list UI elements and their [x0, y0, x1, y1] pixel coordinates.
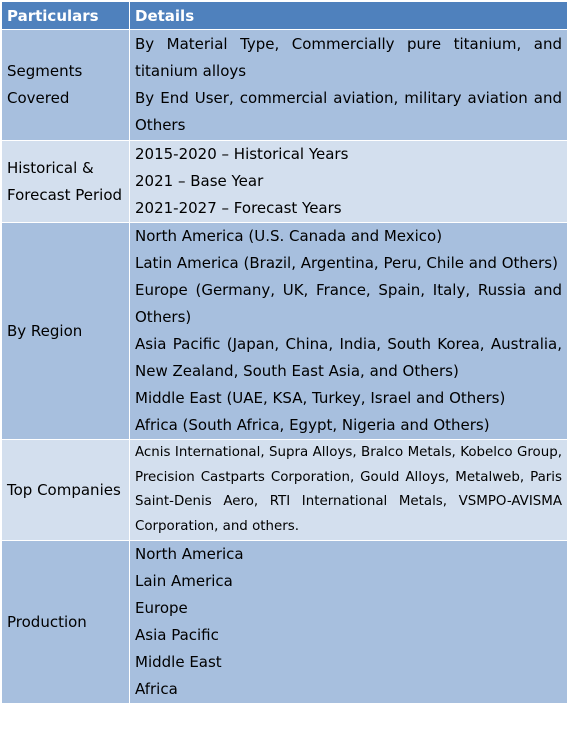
table-row-segments [2, 30, 568, 141]
table-row-companies [2, 440, 568, 541]
detail-line: Asia Pacific [135, 626, 219, 644]
detail-line: Africa (South Africa, Egypt, Nigeria and Others) [135, 416, 490, 434]
detail-line: 2021-2027 – Forecast Years [135, 199, 342, 217]
detail-line: Lain America [135, 572, 233, 590]
row-label: Historical & Forecast Period [2, 141, 130, 223]
detail-line: By Material Type, Commercially pure titanium, and titanium alloys [135, 35, 562, 80]
detail-line: North America (U.S. Canada and Mexico) [135, 227, 443, 245]
table-header-row [2, 2, 568, 30]
table-row-production [2, 541, 568, 704]
row-details [130, 223, 568, 440]
detail-line: By End User, commercial aviation, military aviation and Others [135, 89, 562, 134]
row-details [130, 30, 568, 141]
row-label: Top Companies [2, 440, 130, 541]
detail-line: Middle East [135, 653, 222, 671]
detail-line: 2021 – Base Year [135, 172, 264, 190]
detail-line: Latin America (Brazil, Argentina, Peru, Chile and Others) [135, 254, 558, 272]
detail-line: Europe [135, 599, 188, 617]
detail-line: Europe (Germany, UK, France, Spain, Italy, Russia and Others) [135, 281, 562, 326]
report-scope-table [1, 1, 568, 704]
header-details: Details [130, 2, 568, 30]
table-row-period [2, 141, 568, 223]
detail-line: Middle East (UAE, KSA, Turkey, Israel and Others) [135, 389, 506, 407]
detail-line: Asia Pacific (Japan, China, India, South Korea, Australia, New Zealand, South East Asia, and Others) [135, 335, 562, 380]
detail-line: 2015-2020 – Historical Years [135, 145, 349, 163]
row-label: Production [2, 541, 130, 704]
detail-line: Africa [135, 680, 178, 698]
row-label: By Region [2, 223, 130, 440]
detail-line: North America [135, 545, 244, 563]
header-particulars: Particulars [2, 2, 130, 30]
table-row-region [2, 223, 568, 440]
row-label: Segments Covered [2, 30, 130, 141]
row-details [130, 541, 568, 704]
row-details [130, 141, 568, 223]
row-details: Acnis International, Supra Alloys, Bralco Metals, Kobelco Group, Precision Castparts Corporation, Gould Alloys, Metalweb, Paris Saint-Denis Aero, RTI International Metals, VSMPO-AVISMA Corporation, and others. [130, 440, 568, 541]
